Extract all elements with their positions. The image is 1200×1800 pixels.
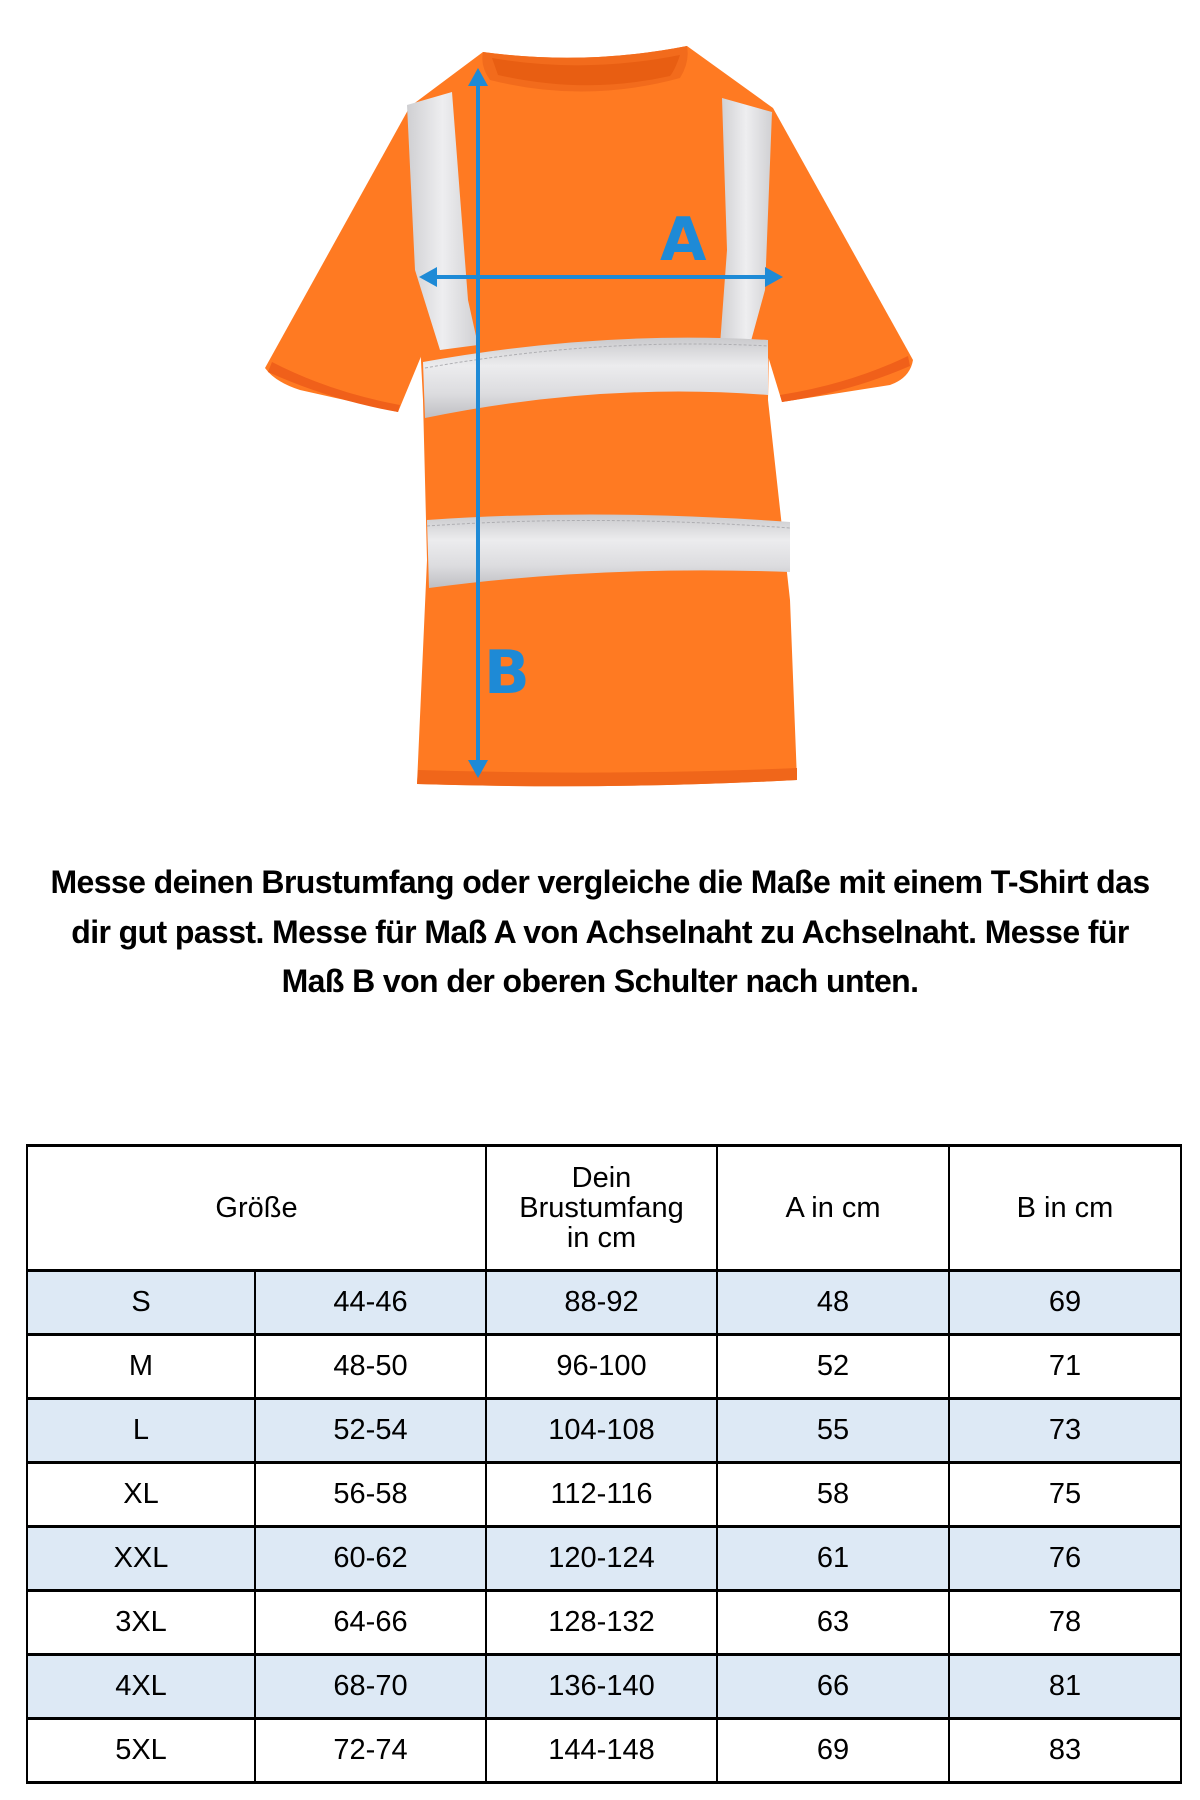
cell-eu-size: 48-50 [255, 1335, 486, 1399]
cell-size: XXL [27, 1527, 255, 1591]
cell-chest: 128-132 [486, 1591, 717, 1655]
cell-size: 3XL [27, 1591, 255, 1655]
cell-eu-size: 72-74 [255, 1719, 486, 1783]
tshirt-measurement-figure [0, 0, 1200, 820]
header-chest-line3: in cm [566, 1222, 637, 1254]
measurement-label-b: B [484, 638, 530, 708]
right-sleeve [760, 108, 913, 402]
cell-eu-size: 64-66 [255, 1591, 486, 1655]
table-row [27, 1271, 1181, 1335]
cell-chest: 104-108 [486, 1399, 717, 1463]
cell-chest: 88-92 [486, 1271, 717, 1335]
cell-chest: 112-116 [486, 1463, 717, 1527]
cell-eu-size: 44-46 [255, 1271, 486, 1335]
header-a: A in cm [717, 1146, 949, 1271]
cell-chest: 120-124 [486, 1527, 717, 1591]
cell-b: 75 [949, 1463, 1181, 1527]
header-chest [486, 1146, 717, 1271]
cell-b: 69 [949, 1271, 1181, 1335]
table-row [27, 1591, 1181, 1655]
table-row [27, 1399, 1181, 1463]
measurement-label-a: A [660, 205, 707, 275]
cell-chest: 144-148 [486, 1719, 717, 1783]
table-row [27, 1463, 1181, 1527]
header-chest-line2: Brustumfang [519, 1192, 684, 1224]
cell-b: 78 [949, 1591, 1181, 1655]
cell-size: S [27, 1271, 255, 1335]
left-sleeve [265, 110, 432, 412]
cell-b: 73 [949, 1399, 1181, 1463]
cell-b: 83 [949, 1719, 1181, 1783]
cell-eu-size: 60-62 [255, 1527, 486, 1591]
table-row [27, 1335, 1181, 1399]
tshirt-illustration [0, 0, 1200, 820]
table-header-row [27, 1146, 1181, 1271]
cell-a: 63 [717, 1591, 949, 1655]
measurement-instructions: Messe deinen Brustumfang oder vergleiche die Maße mit einem T-Shirt das dir gut passt. Messe für Maß A von Achselnaht zu Achselnaht. Messe für Maß B von der oberen Schulter nach unten. [50, 864, 1150, 999]
cell-b: 76 [949, 1527, 1181, 1591]
header-chest-line1: Dein [571, 1162, 632, 1194]
cell-size: 4XL [27, 1655, 255, 1719]
header-size: Größe [27, 1146, 486, 1271]
cell-a: 58 [717, 1463, 949, 1527]
cell-a: 69 [717, 1719, 949, 1783]
cell-eu-size: 52-54 [255, 1399, 486, 1463]
table-row [27, 1527, 1181, 1591]
cell-size: XL [27, 1463, 255, 1527]
cell-a: 61 [717, 1527, 949, 1591]
cell-a: 48 [717, 1271, 949, 1335]
cell-eu-size: 56-58 [255, 1463, 486, 1527]
cell-a: 66 [717, 1655, 949, 1719]
header-b: B in cm [949, 1146, 1181, 1271]
cell-size: 5XL [27, 1719, 255, 1783]
cell-a: 52 [717, 1335, 949, 1399]
cell-chest: 136-140 [486, 1655, 717, 1719]
cell-a: 55 [717, 1399, 949, 1463]
size-chart-table [26, 1144, 1182, 1784]
cell-b: 71 [949, 1335, 1181, 1399]
cell-eu-size: 68-70 [255, 1655, 486, 1719]
table-row [27, 1719, 1181, 1783]
cell-chest: 96-100 [486, 1335, 717, 1399]
cell-size: M [27, 1335, 255, 1399]
cell-size: L [27, 1399, 255, 1463]
cell-b: 81 [949, 1655, 1181, 1719]
table-row [27, 1655, 1181, 1719]
